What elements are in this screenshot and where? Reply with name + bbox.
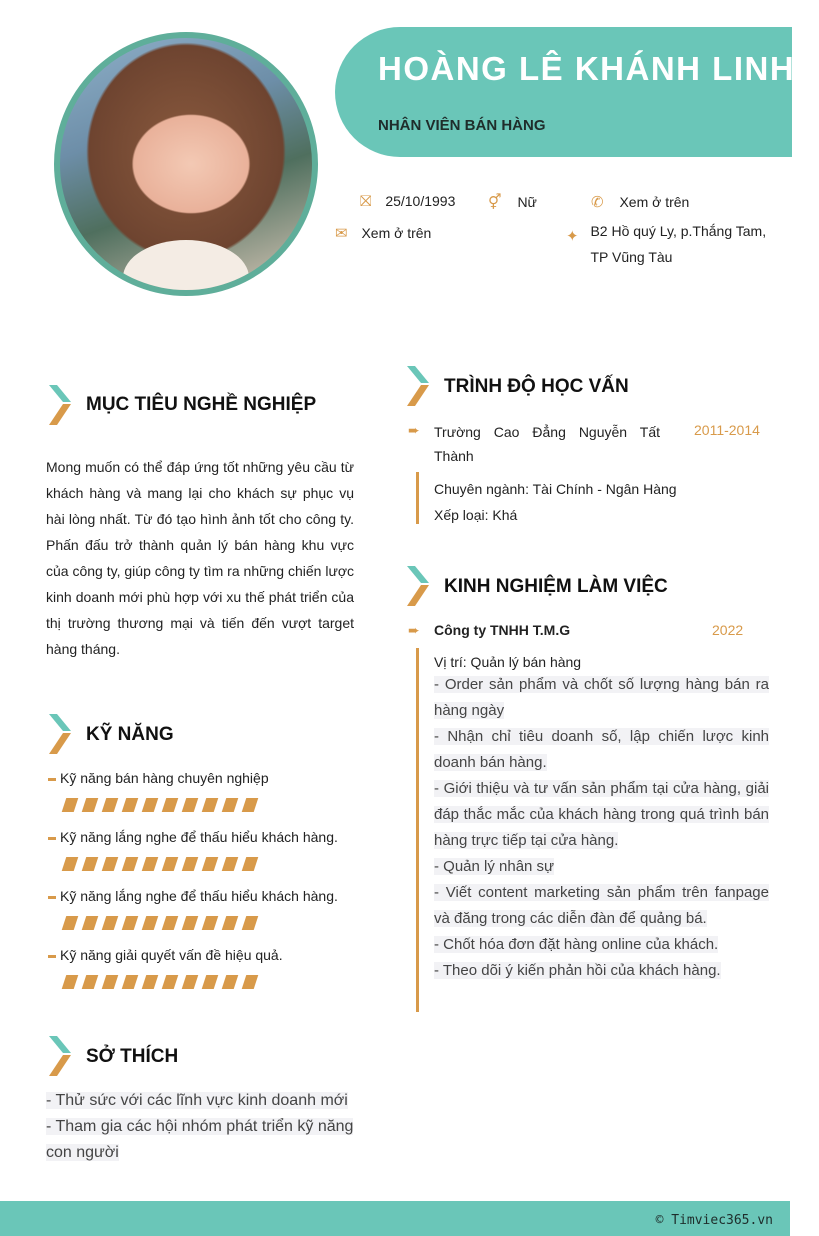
chevron-icon — [405, 566, 431, 608]
address-line1: B2 Hồ quý Ly, p.Thắng Tam, — [590, 223, 767, 239]
skill-level-bar — [64, 857, 338, 871]
job-title: NHÂN VIÊN BÁN HÀNG — [378, 117, 546, 134]
skill-item — [48, 770, 269, 812]
chevron-icon — [47, 385, 73, 427]
address-row — [566, 224, 766, 270]
education-title: TRÌNH ĐỘ HỌC VẤN — [444, 376, 629, 397]
skill-item — [48, 829, 338, 871]
hobbies-title: SỞ THÍCH — [86, 1046, 179, 1067]
arrow-icon: ➨ — [408, 422, 420, 438]
education-details — [434, 476, 677, 528]
hobby-item: con người — [46, 1144, 119, 1161]
timeline-line — [416, 648, 419, 1012]
avatar — [54, 32, 318, 296]
cake-icon: ⛝ — [360, 193, 372, 210]
phone-value: Xem ở trên — [619, 194, 690, 210]
chevron-icon — [47, 1036, 73, 1078]
gender-value: Nữ — [517, 194, 537, 210]
education-major: Chuyên ngành: Tài Chính - Ngân Hàng — [434, 481, 677, 497]
experience-role: Vị trí: Quản lý bán hàng — [434, 654, 582, 670]
objective-text: Mong muốn có thể đáp ứng tốt những yêu cầu từ khách hàng và mang lại cho khách sự phục vụ hài lòng nhất. Từ đó tạo hình ảnh tốt cho công ty. Phấn đấu trở thành quản lý bán hàng khu vực của công ty, giúp công ty tìm ra những chiến lược kinh doanh mới phù hợp với xu thế phát triển của thị trường thương mại và tiến đến vượt target hàng tháng. — [46, 459, 354, 657]
duty-item: - Giới thiệu và tư vấn sản phẩm tại cửa hàng, giải đáp thắc mắc của khách hàng trong quá trình bán hàng trực tiếp tại cửa hàng. — [434, 780, 769, 849]
skill-level-bar — [64, 916, 338, 930]
hobby-item: - Tham gia các hội nhóm phát triển kỹ năng — [46, 1118, 354, 1135]
experience-duties — [434, 672, 769, 984]
skill-label: Kỹ năng giải quyết vấn đề hiệu quả. — [60, 947, 283, 963]
envelope-icon: ✉ — [335, 225, 348, 242]
email-value: Xem ở trên — [361, 225, 432, 241]
duty-item: - Nhận chỉ tiêu doanh số, lập chiến lược kinh doanh bán hàng. — [434, 728, 769, 771]
objective-title: MỤC TIÊU NGHỀ NGHIỆP — [86, 394, 317, 415]
birthday-value: 25/10/1993 — [385, 193, 456, 209]
skill-item — [48, 947, 283, 989]
duty-item: - Chốt hóa đơn đặt hàng online của khách. — [434, 936, 719, 953]
footer-credit[interactable]: © Timviec365.vn — [655, 1213, 773, 1228]
phone-icon: ✆ — [591, 194, 604, 211]
address-line2: TP Vũng Tàu — [590, 249, 673, 265]
skill-item — [48, 888, 338, 930]
map-pin-icon: ✦ — [566, 228, 579, 245]
skill-level-bar — [64, 798, 269, 812]
skill-level-bar — [64, 975, 283, 989]
education-school: Trường Cao Đẳng Nguyễn Tất Thành — [434, 424, 660, 464]
duty-item: - Quản lý nhân sự — [434, 858, 555, 875]
header-band — [335, 27, 792, 157]
duty-item: - Order sản phẩm và chốt số lượng hàng bán ra hàng ngày — [434, 676, 769, 719]
candidate-name: HOÀNG LÊ KHÁNH LINH — [378, 50, 796, 87]
education-years: 2011-2014 — [694, 422, 760, 438]
experience-company: Công ty TNHH T.M.G — [434, 622, 571, 638]
chevron-icon — [405, 366, 431, 408]
birthday-row — [360, 193, 455, 210]
timeline-line — [416, 472, 419, 524]
gender-icon: ⚥ — [488, 194, 502, 211]
skills-title: KỸ NĂNG — [86, 724, 174, 745]
arrow-icon: ➨ — [408, 622, 420, 638]
skill-label: Kỹ năng lắng nghe để thấu hiểu khách hàng. — [60, 829, 338, 845]
experience-details — [434, 652, 769, 984]
phone-row — [591, 193, 689, 211]
experience-year: 2022 — [712, 622, 744, 638]
hobby-item: - Thử sức với các lĩnh vực kinh doanh mới — [46, 1092, 348, 1109]
duty-item: - Viết content marketing sản phẩm trên fanpage và đăng trong các diễn đàn để quảng bá. — [434, 884, 769, 927]
gender-row — [488, 193, 537, 211]
education-grade: Xếp loại: Khá — [434, 507, 518, 523]
experience-title: KINH NGHIỆM LÀM VIỆC — [444, 576, 668, 597]
chevron-icon — [47, 714, 73, 756]
skill-label: Kỹ năng bán hàng chuyên nghiệp — [60, 770, 269, 786]
hobbies-list — [46, 1088, 366, 1166]
email-row — [335, 224, 431, 242]
duty-item: - Theo dõi ý kiến phản hồi của khách hàng. — [434, 962, 721, 979]
skill-label: Kỹ năng lắng nghe để thấu hiểu khách hàng. — [60, 888, 338, 904]
